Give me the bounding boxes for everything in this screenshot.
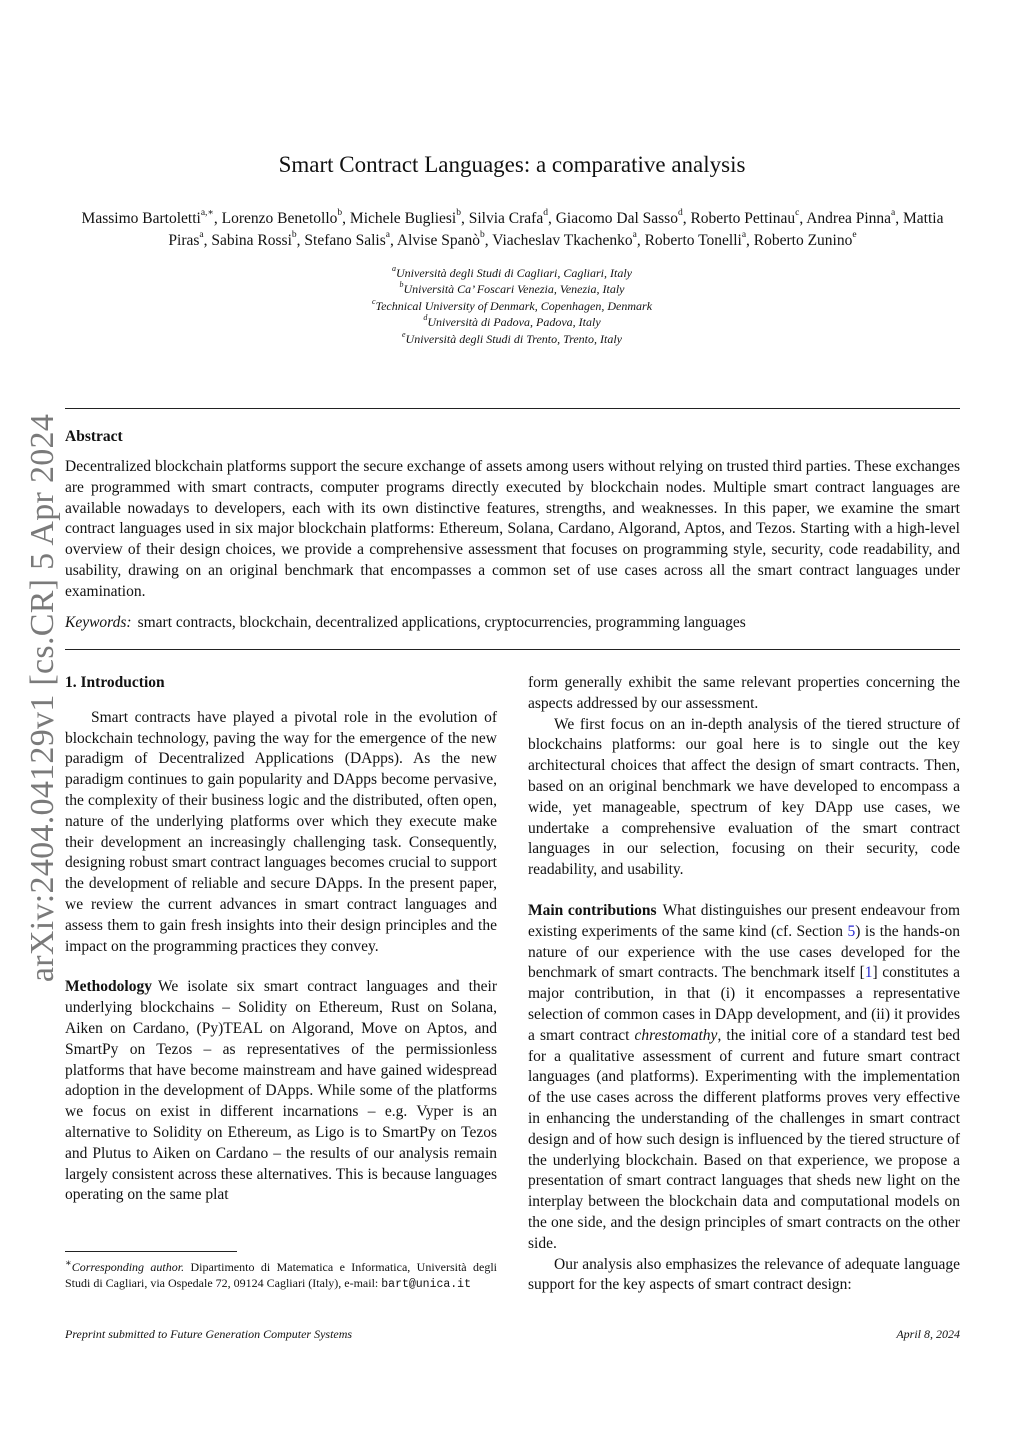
author (396, 229, 485, 249)
affiliation-mark: e (401, 329, 406, 339)
author (806, 207, 896, 227)
abstract-heading: Abstract (65, 428, 123, 445)
focus-paragraph: We first focus on an in-depth analysis of the tiered structure of blockchains platforms: our goal here is to single out the key architectural choices that affect the design of smart contracts. Then, based on an original benchmark we have developed to encompass a wide, yet manageable, spectrum of key DApp use cases, we undertake a comprehensive evaluation of the smart contract languages in our selection, focusing on their security, code readability, and usability. (528, 715, 960, 879)
author-name: Mattia Piras (168, 210, 944, 249)
author-list: Massimo Bartoletti$^{a,∗}$, Lorenzo Benetollo$^b$, Michele Bugliesi$^b$, Silvia Crafa$^d$, Giacomo Dal Sasso$^d$, Roberto Pettinau$^c$, Andrea Pinna$^a$, Mattia Piras$^a$, Sabina Rossi$^b$, Stefano Salis$^a$, Alvise Spanò$^b$, Viacheslav Tkachenko$^a$, Roberto Tonelli$^a$, Roberto Zunino$^e$ (81, 207, 944, 249)
affiliation (0, 331, 1024, 347)
affiliation-text: Università Ca’ Foscari Venezia, Venezia, Italy (403, 282, 625, 297)
email-link[interactable]: bart@unica.it (381, 1278, 471, 1292)
affiliation-text: Università degli Studi di Cagliari, Cagliari, Italy (396, 266, 632, 280)
author-name: Massimo Bartoletti (81, 210, 201, 227)
author (221, 207, 343, 227)
intro-paragraph: Smart contracts have played a pivotal role in the evolution of blockchain technology, paving the way for the emergence of the new paradigm of Decentralized Applications (DApps). As the new paradigm continues to gain popularity and DApps become pervasive, the complexity of their business logic and the distributed, often open, nature of the underlying platforms over which they execute make their development an increasingly challenging task. Consequently, designing robust smart contract languages becomes crucial to support the development of reliable and secure DApps. In the present paper, we review the current advances in smart contract languages and assess them to gain fresh insights into their design principles and the impact on the programming practices they convey. (65, 708, 497, 955)
author-affiliation-mark: b (456, 207, 461, 218)
author-name: Roberto Zunino (753, 232, 853, 249)
author-affiliation-mark: d (543, 207, 548, 218)
affiliation-mark: b (399, 280, 404, 290)
left-column (65, 673, 497, 1206)
footnote-rule (65, 1251, 237, 1252)
analysis-paragraph: Our analysis also emphasizes the relevance of adequate language support for the key aspects of smart contract design: (528, 1255, 960, 1294)
author-affiliation-mark: a (741, 229, 747, 240)
affiliation-text: Università di Padova, Padova, Italy (427, 315, 601, 330)
author-affiliation-mark: b (337, 207, 343, 218)
author-name: Silvia Crafa (468, 210, 544, 227)
author (492, 229, 637, 249)
author-affiliation-mark: a (199, 229, 204, 240)
methodology-label: Methodology (65, 978, 152, 996)
affiliation-mark: d (423, 313, 428, 323)
author-name: Roberto Pettinau (690, 210, 796, 227)
author (211, 229, 297, 249)
abstract-text: Decentralized blockchain platforms support the secure exchange of assets among users without relying on trusted third parties. These exchanges are programmed with smart contracts, computer programs directly executed by blockchain nodes. Multiple smart contract languages are available nowadays to developers, each with its own distinctive features, strengths, and weaknesses. In this paper, we examine the smart contract languages used in six major blockchain platforms: Ethereum, Solana, Cardano, Algorand, Aptos, and Tezos. Starting with a high-level overview of their design choices, we provide a comprehensive assessment that focuses on programming style, security, code readability, and usability, drawing on an original benchmark that encompasses a common set of use cases across all the smart contract languages under examination. (65, 458, 960, 600)
affiliation (0, 298, 1024, 314)
footnote-mark: ∗ (65, 1258, 72, 1269)
author-affiliation-mark: a,∗ (200, 207, 214, 218)
affiliation-text: Technical University of Denmark, Copenhagen, Denmark (375, 298, 653, 313)
affiliation-list (0, 265, 1024, 347)
author-affiliation-mark: d (677, 207, 683, 218)
author (349, 207, 461, 227)
abstract-bottom-rule (65, 649, 960, 650)
affiliation-text: Università degli Studi di Trento, Trento, Italy (405, 331, 622, 346)
right-column (528, 673, 960, 1296)
methodology-paragraph (65, 977, 497, 1206)
contributions-label: Main contributions (528, 901, 657, 919)
author-affiliation-mark: a (632, 229, 637, 240)
section-heading-introduction: 1. Introduction (65, 674, 165, 691)
author-name: Alvise Spanò (396, 232, 480, 249)
author-name: Giacomo Dal Sasso (555, 210, 678, 227)
author-affiliation-mark: a (891, 207, 896, 218)
author-name: Roberto Tonelli (644, 232, 742, 249)
author-name: Viacheslav Tkachenko (492, 232, 633, 249)
author-name: Andrea Pinna (806, 210, 892, 227)
author-affiliation-mark: b (291, 229, 297, 240)
contributions-paragraph (528, 901, 960, 1255)
footer-journal: Preprint submitted to Future Generation Computer Systems (65, 1327, 353, 1341)
author-affiliation-mark: b (480, 229, 485, 240)
section-link[interactable]: 5 (847, 922, 856, 940)
affiliation-mark: a (392, 264, 396, 273)
author-name: Stefano Salis (304, 232, 386, 249)
footnote-label: Corresponding author. (71, 1260, 185, 1274)
author-affiliation-mark: e (852, 229, 857, 240)
author (644, 229, 747, 249)
keywords-text: smart contracts, blockchain, decentralized applications, cryptocurrencies, programming languages (137, 614, 746, 631)
chrestomathy-emphasis: chrestomathy (634, 1026, 718, 1044)
methodology-text: We isolate six smart contract languages and their underlying blockchains – Solidity on Ethereum, Rust on Solana, Aiken on Cardano, (Py)TEAL on Algorand, Move on Aptos, and SmartPy on Tezos – as representatives of the permissionless platforms that have become mainstream and have gained widespread adoption in the development of DApps. While some of the platforms we focus on exist in different incarnations – e.g. Vyper is an alternative to Solidity on Ethereum, as Ligo is to SmartPy on Tezos and Plutus to Aiken on Cardano – the results of our analysis remain largely consistent across these alternatives. This is because languages operating on the same plat (65, 978, 497, 1204)
affiliation (0, 281, 1024, 297)
author (753, 229, 857, 249)
author-affiliation-mark: c (795, 207, 800, 218)
footer-date: April 8, 2024 (896, 1327, 960, 1341)
author-affiliation-mark: a (385, 229, 390, 240)
arxiv-stamp: arXiv:2404.04129v1 [cs.CR] 5 Apr 2024 (24, 413, 61, 983)
author-name: Michele Bugliesi (349, 210, 457, 227)
author-name: Sabina Rossi (211, 232, 292, 249)
contributions-text: ] constitutes a major contribution, in that (i) it encompasses a representative selection of common cases in DApp development, and (ii) it provides a smart contract (528, 964, 960, 1044)
footnote-text: Dipartimento di Matematica e Informatica, Università degli Studi di Cagliari, via Ospedale 72, 09124 Cagliari (Italy), e-mail: (65, 1260, 498, 1291)
affiliation (0, 314, 1024, 330)
keywords-label: Keywords: (65, 614, 132, 631)
affiliation (0, 265, 1024, 281)
affiliation-mark: c (371, 296, 376, 306)
author (81, 207, 214, 227)
abstract-top-rule (65, 408, 960, 409)
author (690, 207, 800, 227)
keywords (65, 613, 960, 633)
contributions-text: ) is the hands-on nature of our experience with the use cases developed for the benchmark of smart contracts. The benchmark itself [ (528, 922, 960, 982)
continuation-paragraph: form generally exhibit the same relevant properties concerning the aspects addressed by our assessment. (528, 674, 960, 712)
footnote (65, 1256, 497, 1294)
author (468, 207, 548, 227)
author-name: Lorenzo Benetollo (221, 210, 338, 227)
author (304, 229, 390, 249)
contributions-text: , the initial core of a standard test bed for a qualitative assessment of current and future smart contract languages (and platforms). Experimenting with the implementation of the use cases across the different platforms proves very effective in enhancing the understanding of the challenges in smart contract design and of how such design is influenced by the tiered structure of the underlying blockchain. Based on that experience, we propose a presentation of smart contract languages that sheds new light on the interplay between the blockchain data and computational models on the one side, and the design principles of smart contracts on the other side. (528, 1026, 960, 1252)
citation-link[interactable]: 1 (864, 964, 873, 982)
author (555, 207, 683, 227)
paper-title: Smart Contract Languages: a comparative analysis (278, 152, 746, 177)
contributions-text: What distinguishes our present endeavour from existing experiments of the same kind (cf. Section (528, 901, 960, 940)
